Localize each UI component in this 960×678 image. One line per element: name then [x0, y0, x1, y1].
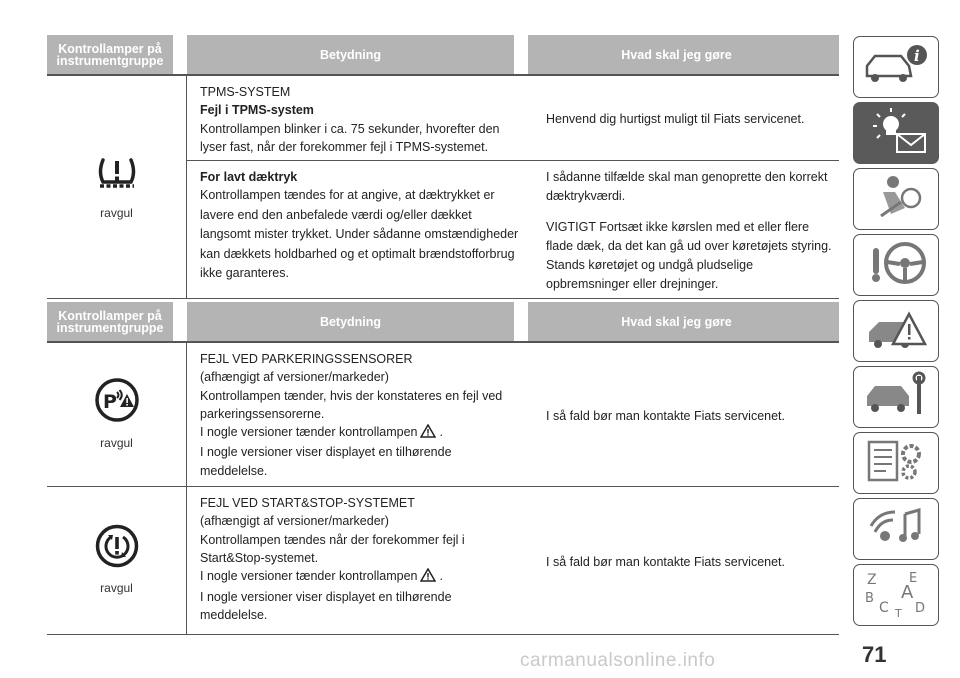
car-info-icon — [861, 42, 931, 93]
important-note: VIGTIGT Fortsæt ikke kørslen med et eller flere flade dæk, da det kan gå ud over køretøjets styring. Stands køretøjet og undgå pludselige opbremsninger eller drejninger. — [546, 220, 832, 292]
action-text: Henvend dig hurtigst muligt til Fiats servicenet. — [546, 112, 805, 127]
nav-tab-index[interactable] — [853, 564, 939, 626]
warning-triangle-icon — [420, 424, 436, 443]
meaning-cell — [187, 76, 532, 160]
table-row — [47, 343, 839, 487]
action-cell — [532, 161, 839, 298]
index-letters-icon — [861, 568, 931, 623]
svg-text:A: A — [901, 581, 914, 603]
fault-title: Fejl i TPMS-system — [200, 103, 314, 118]
header-action: Hvad skal jeg gøre — [514, 35, 825, 74]
nav-tab-warning-lights[interactable] — [853, 102, 939, 164]
meaning-text: Kontrollampen tændes for at angive, at dæktrykket er lavere end den anbefalede værdi og/eller dækket langsomt mister trykket. Under sådanne omstændigheder kan dækkets holdbarhed og et optimalt brændstofforbrug ikke garanteres. — [200, 188, 519, 281]
lamp-color-label: ravgul — [100, 581, 133, 596]
meaning-text: Kontrollampen tændes når der forekommer fejl i Start&Stop-systemet. — [200, 532, 465, 565]
svg-text:E: E — [909, 570, 918, 586]
warning-triangle-icon — [420, 568, 436, 587]
table-row — [187, 160, 839, 298]
svg-text:T: T — [895, 606, 902, 618]
lamp-color-label: ravgul — [100, 205, 133, 220]
table-row — [47, 76, 839, 299]
multimedia-icon — [861, 502, 931, 557]
nav-tab-maintenance[interactable] — [853, 366, 939, 428]
svg-text:D: D — [915, 600, 926, 616]
svg-text:B: B — [865, 590, 874, 606]
svg-text:i: i — [914, 46, 920, 65]
lamp-cell — [47, 343, 187, 486]
variant-note: (afhængigt af versioner/markeder) — [200, 514, 389, 529]
header-meaning: Betydning — [173, 302, 514, 341]
page-number: 71 — [862, 642, 887, 667]
action-cell — [532, 76, 839, 160]
svg-text:P: P — [102, 390, 117, 413]
meaning-cell — [187, 487, 532, 634]
lamp-cell — [47, 487, 187, 634]
header-lamps: Kontrollamper på instrumentgruppe — [56, 308, 164, 335]
punct: . — [439, 569, 443, 584]
table-row — [47, 487, 839, 635]
warning-lights-icon — [861, 106, 931, 161]
variant-note: (afhængigt af versioner/markeder) — [200, 370, 389, 385]
fault-title: FEJL VED START&STOP-SYSTEMET — [200, 496, 415, 511]
svg-text:C: C — [879, 599, 889, 616]
system-name: TPMS-SYSTEM — [200, 85, 291, 99]
sensors-table — [47, 302, 839, 635]
nav-tab-multimedia[interactable] — [853, 498, 939, 560]
nav-tab-safety[interactable] — [853, 168, 939, 230]
nav-tab-car-info[interactable] — [853, 36, 939, 98]
action-text: I så fald bør man kontakte Fiats servicenet. — [546, 554, 785, 569]
meaning-line — [200, 423, 522, 443]
meaning-text: I nogle versioner viser displayet en tilhørende meddelelse. — [200, 589, 452, 622]
steering-wheel-icon — [861, 238, 931, 293]
lamp-color-label: ravgul — [100, 436, 133, 451]
meaning-text: Kontrollampen blinker i ca. 75 sekunder, hvorefter den lyser fast, når der forekommer fejl i TPMS-systemet. — [200, 121, 500, 154]
nav-tab-driving[interactable] — [853, 234, 939, 296]
parking-sensor-warning-icon — [94, 377, 140, 428]
action-cell — [532, 487, 839, 634]
specs-gear-icon — [861, 436, 931, 491]
action-text: I sådanne tilfælde skal man genoprette den korrekt dæktrykværdi. — [546, 170, 828, 204]
meaning-line — [200, 567, 522, 587]
watermark: carmanualsonline.info — [520, 650, 716, 671]
emergency-icon — [861, 304, 931, 359]
svg-text:Z: Z — [867, 571, 877, 588]
nav-tab-specs[interactable] — [853, 432, 939, 494]
fault-title: FEJL VED PARKERINGSSENSORER — [200, 352, 413, 366]
table-row — [187, 76, 839, 160]
nav-tab-emergency[interactable] — [853, 300, 939, 362]
header-lamps: Kontrollamper på instrumentgruppe — [56, 41, 164, 68]
table-header — [47, 302, 839, 343]
airbag-safety-icon — [861, 172, 931, 227]
action-cell — [532, 343, 839, 486]
meaning-text: I nogle versioner tænder kontrollampen — [200, 425, 418, 440]
meaning-cell — [187, 161, 532, 298]
tpms-table — [47, 35, 839, 299]
header-action: Hvad skal jeg gøre — [514, 302, 825, 341]
table-header — [47, 35, 839, 76]
punct: . — [439, 425, 443, 440]
lamp-cell — [47, 76, 187, 298]
header-meaning: Betydning — [173, 35, 514, 74]
car-maintenance-icon — [861, 370, 931, 425]
meaning-text: Kontrollampen tænder, hvis der konstateres en fejl ved parkeringssensorerne. — [200, 388, 503, 421]
tpms-warning-icon — [95, 152, 139, 197]
fault-title: For lavt dæktryk — [200, 170, 298, 185]
start-stop-warning-icon — [95, 524, 139, 573]
meaning-text: I nogle versioner tænder kontrollampen — [200, 569, 418, 584]
action-text: I så fald bør man kontakte Fiats servicenet. — [546, 408, 785, 423]
meaning-cell — [187, 343, 532, 486]
meaning-text: I nogle versioner viser displayet en tilhørende meddelelse. — [200, 445, 452, 478]
